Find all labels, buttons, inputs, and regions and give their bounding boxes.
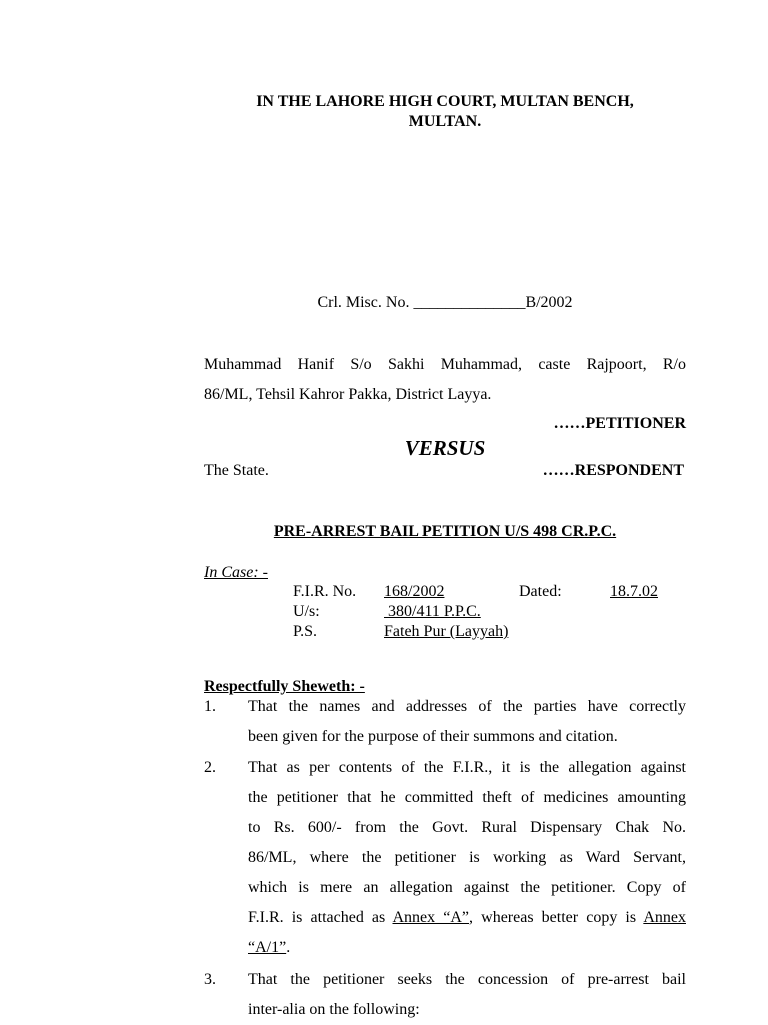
- paragraph-1-line-2: been given for the purpose of their summons and citation.: [248, 728, 618, 745]
- paragraph-1-line-1: That the names and addresses of the parties have correctly: [248, 698, 686, 715]
- petitioner-role: ……PETITIONER: [553, 415, 686, 432]
- paragraph-3-line-1: That the petitioner seeks the concession of pre-arrest bail: [248, 971, 686, 988]
- us-label: U/s:: [293, 603, 320, 620]
- annex-a1-reference: “A/1”: [248, 939, 287, 956]
- case-number: Crl. Misc. No. ______________B/2002: [317, 294, 573, 311]
- petition-title: PRE-ARREST BAIL PETITION U/S 498 CR.P.C.: [273, 523, 617, 540]
- us-value: 380/411 P.P.C.: [384, 603, 481, 620]
- dated-value: 18.7.02: [610, 583, 658, 600]
- paragraph-2-line-3: to Rs. 600/- from the Govt. Rural Dispensary Chak No.: [248, 819, 686, 836]
- paragraph-2-line-4: 86/ML, where the petitioner is working as Ward Servant,: [248, 849, 686, 866]
- respondent-name: The State.: [204, 462, 269, 479]
- paragraph-3: [248, 965, 686, 1025]
- ps-value: Fateh Pur (Layyah): [384, 623, 509, 640]
- fir-label: F.I.R. No.: [293, 583, 357, 600]
- paragraph-2-line-7: [248, 933, 686, 963]
- paragraph-2-line-2: the petitioner that he committed theft of medicines amounting: [248, 789, 686, 806]
- court-heading-line-2: MULTAN.: [408, 113, 482, 130]
- paragraph-3-line-2: inter-alia on the following:: [248, 1001, 420, 1018]
- paragraph-2-line-1: That as per contents of the F.I.R., it is the allegation against: [248, 759, 686, 776]
- ps-label: P.S.: [293, 623, 318, 640]
- court-heading-line-1: IN THE LAHORE HIGH COURT, MULTAN BENCH,: [256, 93, 634, 110]
- respectfully-sheweth: Respectfully Sheweth: -: [204, 678, 365, 695]
- annex-a-reference: Annex “A”: [392, 909, 470, 926]
- paragraph-3-number: 3.: [204, 971, 216, 988]
- paragraph-1: [248, 692, 686, 752]
- petitioner-line-2: 86/ML, Tehsil Kahror Pakka, District Layya.: [204, 386, 492, 403]
- versus-label: VERSUS: [404, 436, 486, 460]
- paragraph-2-line-6-pre: F.I.R. is attached as: [248, 909, 393, 926]
- annex-word: Annex: [643, 909, 686, 926]
- paragraph-2-line-6: [248, 903, 686, 933]
- court-heading: [204, 92, 686, 132]
- paragraph-2-line-7-end: .: [286, 939, 291, 956]
- petitioner-line-1: Muhammad Hanif S/o Sakhi Muhammad, caste Rajpoort, R/o: [204, 356, 686, 373]
- paragraph-2: [248, 753, 686, 963]
- dated-label: Dated:: [519, 583, 562, 600]
- paragraph-2-line-5: which is mere an allegation against the petitioner. Copy of: [248, 879, 686, 896]
- paragraph-2-number: 2.: [204, 759, 216, 776]
- paragraph-1-number: 1.: [204, 698, 216, 715]
- in-case-label: In Case: -: [204, 564, 268, 581]
- respondent-role: ……RESPONDENT: [542, 462, 684, 479]
- fir-value: 168/2002: [384, 583, 445, 600]
- paragraph-2-line-6-mid: , whereas better copy is: [469, 909, 644, 926]
- petitioner-block: [204, 350, 686, 410]
